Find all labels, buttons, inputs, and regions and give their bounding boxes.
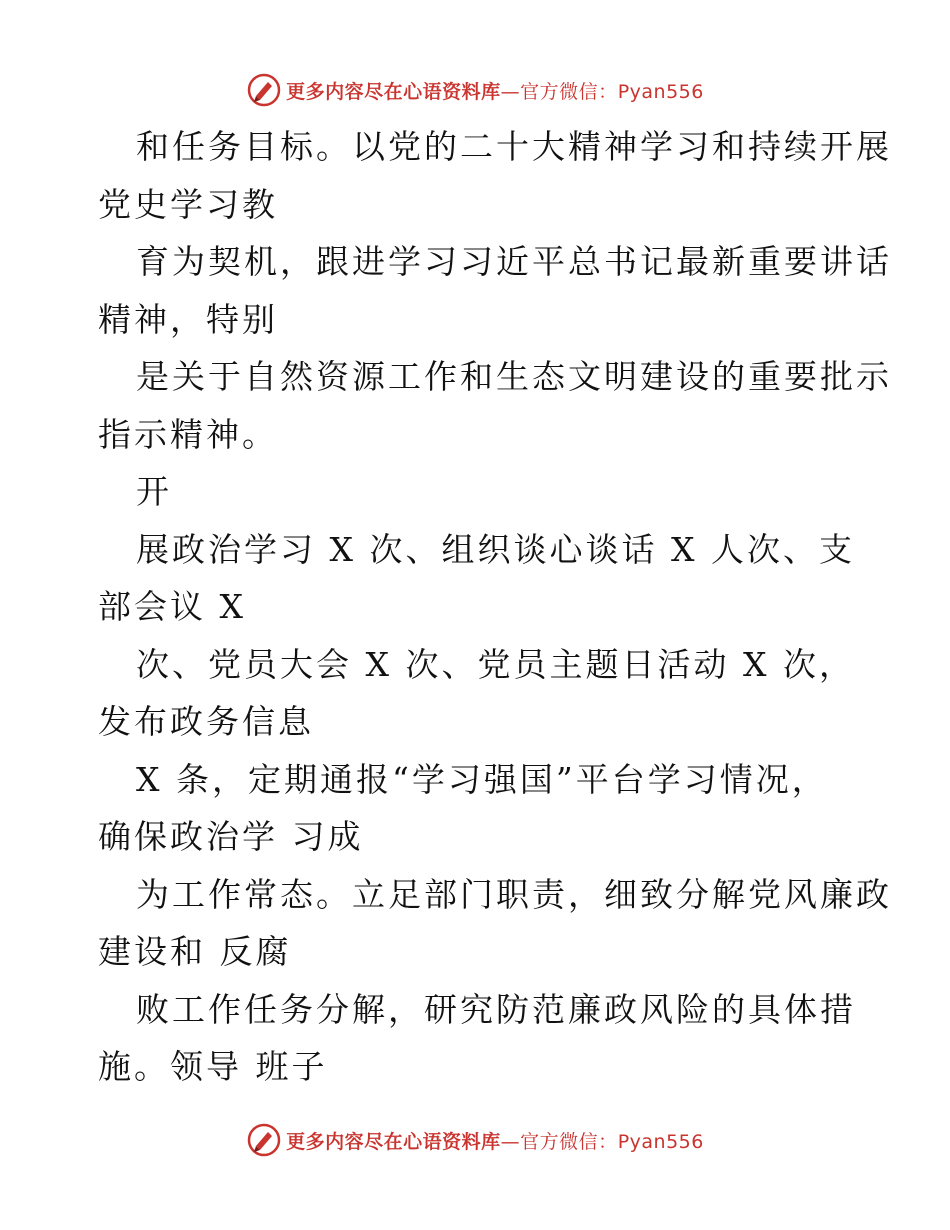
text-line: 是关于自然资源工作和生态文明建设的重要批示 bbox=[136, 357, 892, 396]
text-line: 确保政治学 习成 bbox=[98, 817, 364, 856]
text-line: 精神，特别 bbox=[98, 299, 278, 339]
text-line: X 条，定期通报“学习强国”平台学习情况， bbox=[136, 759, 828, 799]
text-line: 育为契机，跟进学习习近平总书记最新重要讲话 bbox=[136, 242, 892, 281]
text-line: 和任务目标。以党的二十大精神学习和持续开展 bbox=[136, 127, 892, 166]
text-line: 为工作常态。立足部门职责，细致分解党风廉政 bbox=[136, 874, 892, 914]
text-line: 指示精神。 bbox=[98, 414, 278, 454]
text-line: 展政治学习 X 次、组织谈心谈话 X 人次、支 bbox=[136, 529, 855, 569]
banner-text: 更多内容尽在心语资料库—官方微信：Pyan556 bbox=[286, 1130, 704, 1153]
text-line: 次、党员大会 X 次、党员主题日活动 X 次， bbox=[136, 644, 855, 684]
text-line: 败工作任务分解，研究防范廉政风险的具体措 bbox=[136, 989, 856, 1029]
header-banner bbox=[0, 70, 950, 110]
text-line: 施。领导 班子 bbox=[98, 1047, 328, 1086]
banner-text: 更多内容尽在心语资料库—官方微信：Pyan556 bbox=[286, 80, 704, 103]
pen-logo-icon bbox=[246, 72, 282, 108]
pen-logo-icon bbox=[246, 1122, 282, 1158]
text-line: 发布政务信息 bbox=[98, 702, 314, 741]
text-line: 党史学习教 bbox=[98, 184, 278, 224]
text-line: 建设和 反腐 bbox=[98, 932, 292, 971]
text-line: 开 bbox=[136, 472, 172, 511]
footer-banner bbox=[0, 1120, 950, 1160]
document-body bbox=[98, 118, 892, 1096]
text-line: 部会议 X bbox=[98, 587, 246, 626]
